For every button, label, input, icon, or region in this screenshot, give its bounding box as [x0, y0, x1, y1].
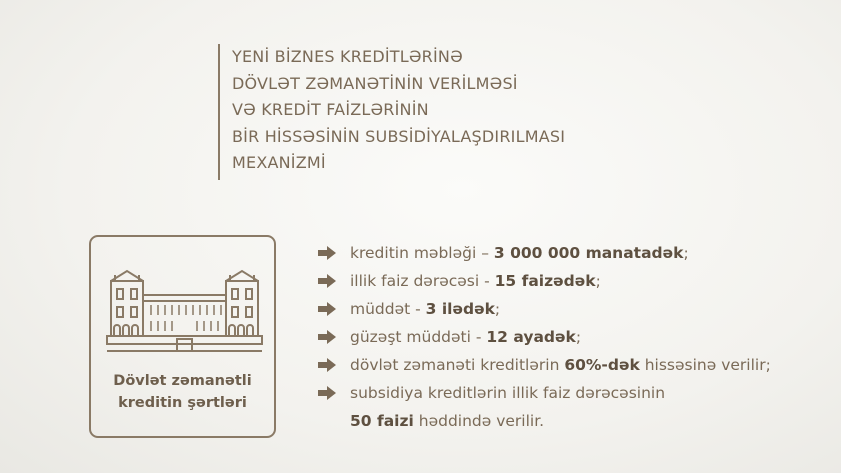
- arrow-right-icon: [318, 274, 336, 288]
- condition-suffix: ;: [575, 328, 582, 346]
- card-caption: [91, 370, 274, 414]
- list-item-continuation: [318, 407, 828, 435]
- condition-value: 50 faizi: [350, 412, 414, 430]
- title-line-3: VƏ KREDİT FAİZLƏRİNİN: [232, 100, 429, 119]
- list-item: [318, 239, 828, 267]
- title-line-2: DÖVLƏT ZƏMANƏTİNİN VERİLMƏSİ: [232, 73, 518, 93]
- condition-suffix: ;: [595, 272, 601, 290]
- list-item: [318, 295, 828, 323]
- list-item: [318, 323, 828, 351]
- card-caption-line-2: kreditin şərtləri: [118, 395, 247, 411]
- list-item: [318, 351, 828, 379]
- page-title: [232, 44, 565, 177]
- condition-text: müddət -: [350, 300, 426, 318]
- arrow-right-icon: [318, 246, 336, 260]
- condition-text: dövlət zəmanəti kreditlərin: [350, 356, 565, 374]
- conditions-list: [318, 239, 828, 435]
- condition-suffix: ;: [494, 300, 501, 318]
- list-item: [318, 267, 828, 295]
- condition-value: 3 ilədək: [425, 300, 495, 318]
- title-line-1: YENİ BİZNES KREDİTLƏRİNƏ: [232, 47, 463, 66]
- government-building-icon: [105, 267, 264, 366]
- condition-suffix: ;: [683, 244, 689, 262]
- arrow-right-icon: [318, 386, 336, 400]
- condition-text: güzəşt müddəti -: [350, 328, 487, 346]
- condition-text: illik faiz dərəcəsi -: [350, 272, 495, 290]
- list-item: [318, 379, 828, 407]
- condition-text: subsidiya kreditlərin illik faiz dərəcəsinin: [350, 384, 666, 402]
- condition-suffix: həddində verilir.: [413, 412, 545, 430]
- condition-suffix: hissəsinə verilir;: [639, 356, 771, 374]
- title-line-4: BİR HİSSƏSİNİN SUBSİDİYALAŞDIRILMASI: [232, 126, 566, 146]
- title-accent-bar: [218, 44, 220, 180]
- arrow-right-icon: [318, 302, 336, 316]
- arrow-right-icon: [318, 330, 336, 344]
- condition-value: 60%-dək: [564, 356, 640, 374]
- card-caption-line-1: Dövlət zəmanətli: [113, 373, 252, 389]
- arrow-right-icon: [318, 358, 336, 372]
- condition-value: 15 faizədək: [494, 272, 596, 290]
- title-line-5: MEXANİZMİ: [232, 153, 326, 172]
- condition-value: 12 ayadək: [486, 328, 576, 346]
- condition-value: 3 000 000 manatadək: [493, 244, 684, 262]
- conditions-card: [89, 235, 276, 438]
- condition-text: kreditin məbləği –: [350, 244, 494, 262]
